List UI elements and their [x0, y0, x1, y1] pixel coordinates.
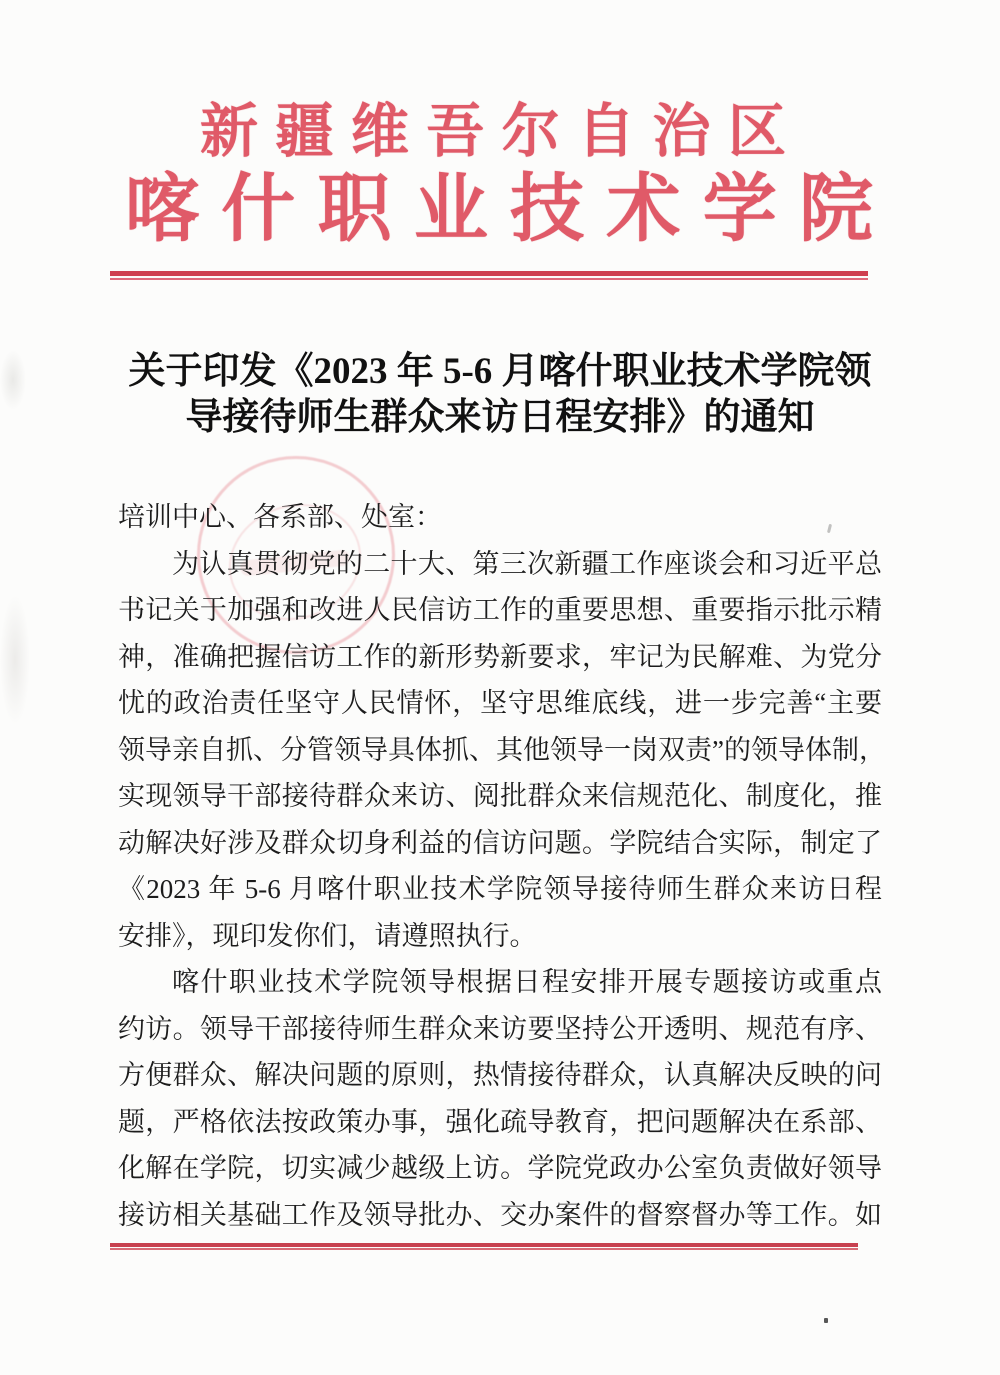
- body-line: 安排》，现印发你们，请遵照执行。: [118, 920, 537, 951]
- body-line: 为认真贯彻党的二十大、第三次新疆工作座谈会和习近平总: [172, 548, 882, 579]
- body-line: 接访相关基础工作及领导批办、交办案件的督察督办等工作。如: [118, 1199, 882, 1230]
- body-line: 书记关于加强和改进人民信访工作的重要思想、重要指示批示精: [118, 595, 882, 625]
- letterhead-region-name: 新疆维吾尔自治区: [200, 99, 786, 164]
- salutation-line: 培训中心、各系部、处室：: [118, 502, 442, 532]
- notice-title-line2: 导接待师生群众来访日程安排》的通知: [185, 397, 815, 438]
- notice-title-line1: 关于印发《2023 年 5-6 月喀什职业技术学院领: [128, 351, 872, 392]
- letterhead-divider-rule: [110, 271, 868, 280]
- letterhead-college-name: 喀什职业技术学院: [125, 169, 873, 251]
- body-line: 领导亲自抓、分管领导具体抓、其他领导一岗双责”的领导体制，: [118, 734, 886, 765]
- body-line: 喀什职业技术学院领导根据日程安排开展专题接访或重点: [172, 967, 882, 997]
- body-line: 化解在学院，切实减少越级上访。学院党政办公室负责做好领导: [118, 1153, 882, 1183]
- scan-smudge: [0, 595, 30, 725]
- body-line: 神，准确把握信访工作的新形势新要求，牢记为民解难、为党分: [118, 641, 882, 672]
- notice-title: [0, 349, 1000, 441]
- notice-body: [118, 494, 886, 1238]
- letterhead-divider-thick-line: [110, 271, 868, 276]
- body-line: 忧的政治责任坚守人民情怀，坚守思维底线，进一步完善“主要: [118, 688, 882, 718]
- page-bottom-rule-thick-line: [110, 1243, 858, 1247]
- letterhead-divider-thin-line: [110, 278, 868, 280]
- body-line: 实现领导干部接待群众来访、阅批群众来信规范化、制度化，推: [118, 781, 882, 811]
- body-line: 动解决好涉及群众切身利益的信访问题。学院结合实际，制定了: [118, 827, 882, 858]
- dust-speck: [824, 1318, 828, 1323]
- body-line: 约访。领导干部接待师生群众来访要坚持公开透明、规范有序、: [118, 1013, 882, 1044]
- page-bottom-rule: [110, 1243, 858, 1250]
- body-line: 《2023 年 5-6 月喀什职业技术学院领导接待师生群众来访日程: [118, 874, 882, 904]
- body-line: 方便群众、解决问题的原则，热情接待群众，认真解决反映的问: [118, 1060, 882, 1090]
- page-bottom-rule-thin-line: [110, 1248, 858, 1250]
- body-line: 题，严格依法按政策办事，强化疏导教育，把问题解决在系部、: [118, 1106, 882, 1137]
